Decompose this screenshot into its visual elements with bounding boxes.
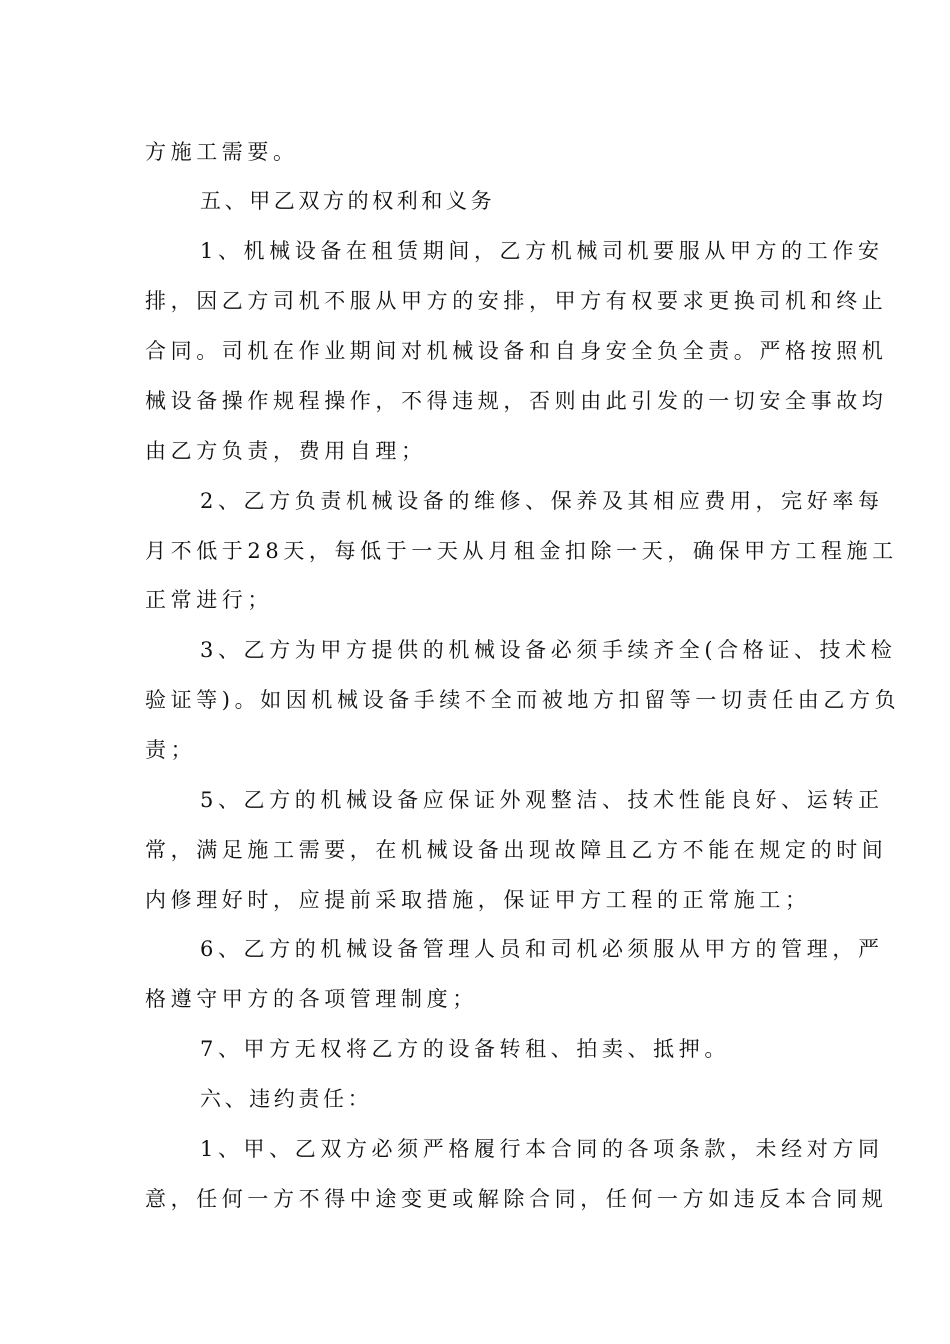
paragraph-line: 格遵守甲方的各项管理制度； — [145, 987, 478, 1011]
paragraph-line: 验证等)。如因机械设备手续不全而被地方扣留等一切责任由乙方负 — [145, 688, 901, 712]
paragraph-line: 常，满足施工需要，在机械设备出现故障且乙方不能在规定的时间 — [145, 838, 888, 862]
paragraph-line: 排，因乙方司机不服从甲方的安排，甲方有权要求更换司机和终止 — [145, 289, 888, 313]
section-heading: 六、违约责任： — [200, 1087, 373, 1111]
paragraph-line: 1、甲、乙双方必须严格履行本合同的各项条款，未经对方同 — [200, 1137, 884, 1161]
paragraph-line: 6、乙方的机械设备管理人员和司机必须服从甲方的管理，严 — [200, 937, 884, 961]
paragraph-line: 械设备操作规程操作，不得违规，否则由此引发的一切安全事故均 — [145, 389, 888, 413]
paragraph-line: 5、乙方的机械设备应保证外观整洁、技术性能良好、运转正 — [200, 788, 884, 812]
paragraph-line: 由乙方负责，费用自理； — [145, 439, 427, 463]
paragraph-line: 内修理好时，应提前采取措施，保证甲方工程的正常施工； — [145, 888, 811, 912]
paragraph-line: 合同。司机在作业期间对机械设备和自身安全负全责。严格按照机 — [145, 339, 888, 363]
section-heading: 五、甲乙双方的权利和义务 — [200, 189, 496, 213]
paragraph-line: 3、乙方为甲方提供的机械设备必须手续齐全(合格证、技术检 — [200, 638, 897, 662]
paragraph-line: 月不低于28天，每低于一天从月租金扣除一天，确保甲方工程施工 — [145, 539, 898, 563]
paragraph-line: 2、乙方负责机械设备的维修、保养及其相应费用，完好率每 — [200, 489, 884, 513]
paragraph-line: 正常进行； — [145, 588, 273, 612]
paragraph-line: 责； — [145, 738, 197, 762]
paragraph-line: 7、甲方无权将乙方的设备转租、拍卖、抵押。 — [200, 1037, 730, 1061]
paragraph-line: 意，任何一方不得中途变更或解除合同，任何一方如违反本合同规 — [145, 1187, 888, 1211]
paragraph-line: 1、机械设备在租赁期间，乙方机械司机要服从甲方的工作安 — [200, 239, 884, 263]
paragraph-line: 方施工需要。 — [145, 140, 299, 164]
